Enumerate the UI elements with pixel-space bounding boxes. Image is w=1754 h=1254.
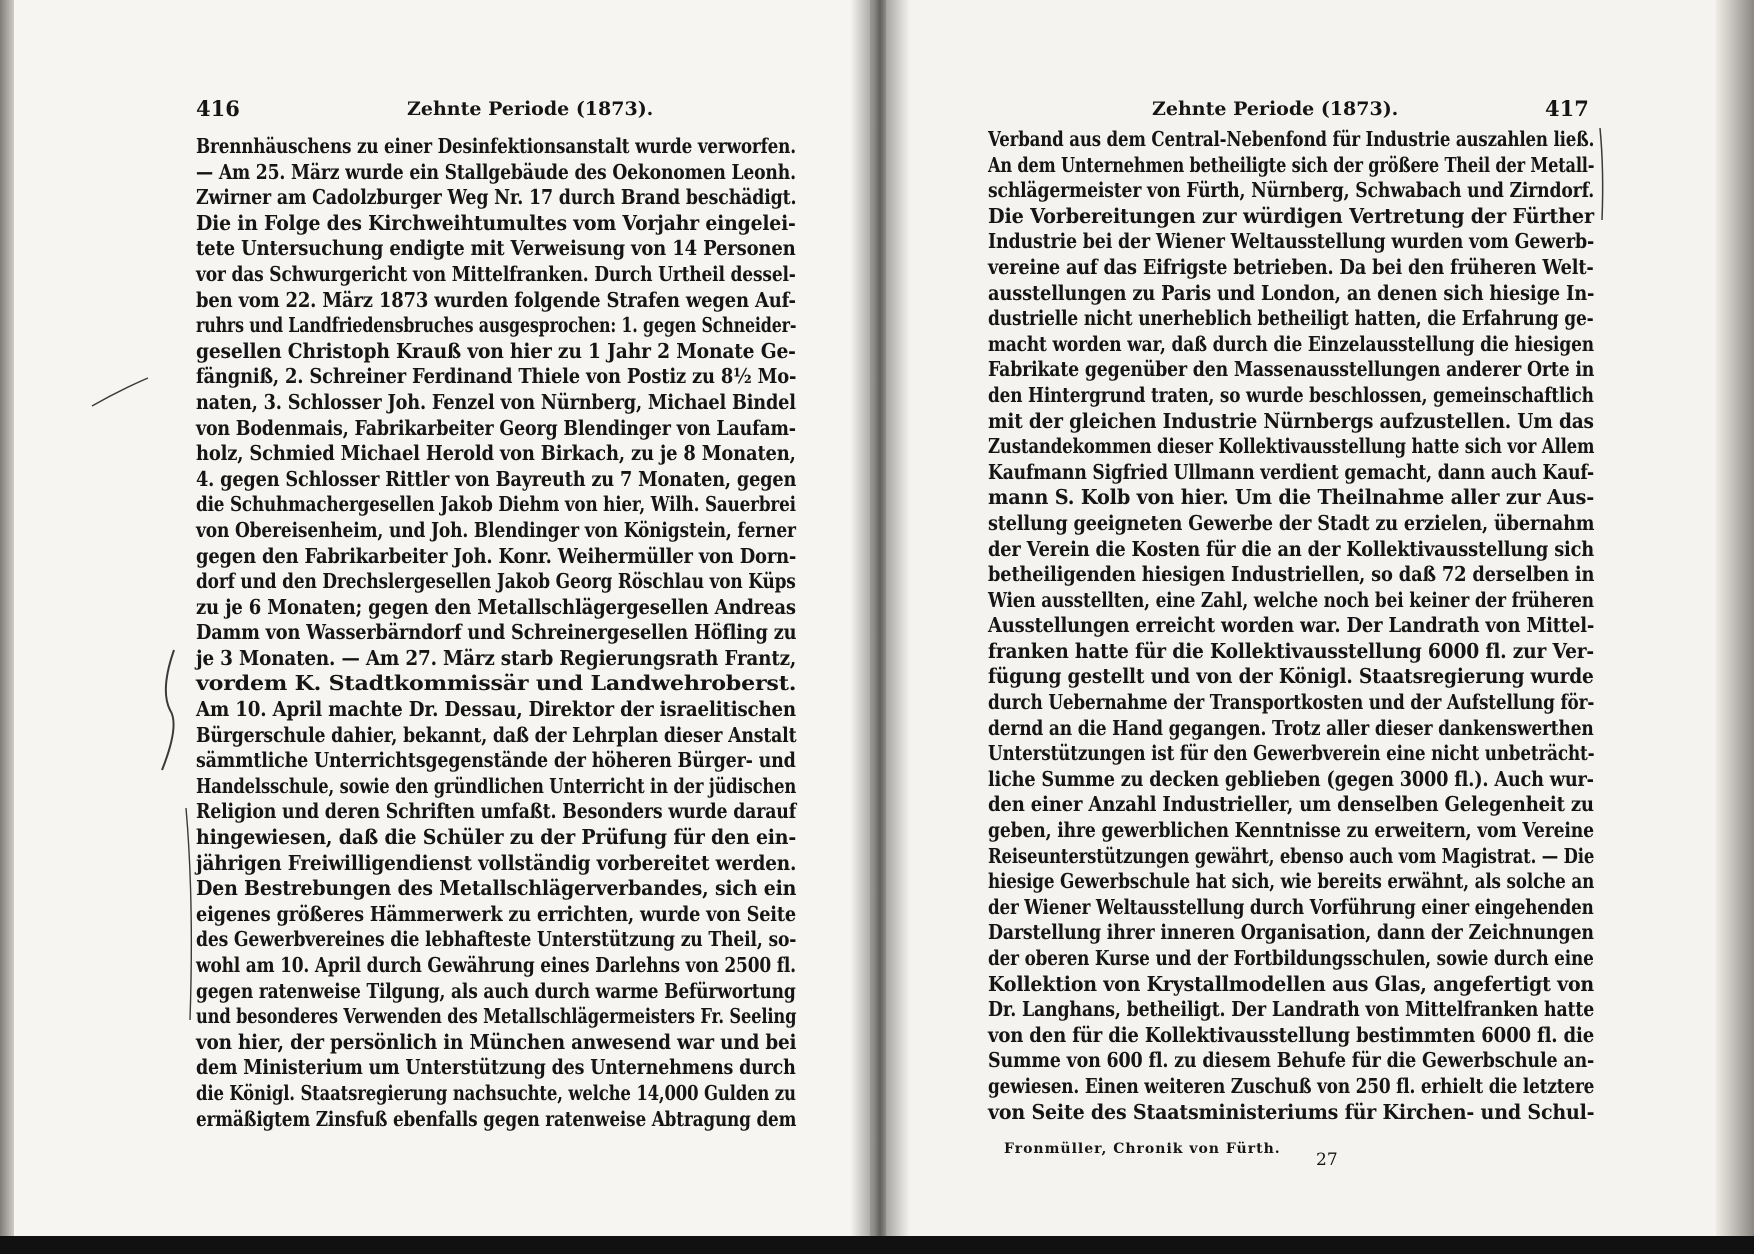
text-line: Bürgerschule dahier, bekannt, daß der Lehrplan dieser Anstalt: [196, 722, 797, 747]
text-line: der oberen Kurse und der Fortbildungsschulen, sowie durch eine: [988, 946, 1594, 970]
text-line: Zwirner am Cadolzburger Weg Nr. 17 durch Brand beschädigt.: [196, 185, 797, 210]
text-line: franken hatte für die Kollektivausstellung 6000 fl. zur Ver-: [988, 638, 1594, 663]
text-line: Kollektion von Krystallmodellen aus Glas, angefertigt von: [988, 971, 1595, 996]
left-page-body: [196, 134, 796, 1132]
text-line: gewiesen. Einen weiteren Zuschuß von 250 fl. erhielt die letztere: [988, 1073, 1595, 1098]
left-page-number: 416: [196, 96, 240, 121]
text-line: liche Summe zu decken geblieben (gegen 3000 fl.). Auch wur-: [988, 766, 1594, 791]
text-line: hiesige Gewerbschule hat sich, wie bereits erwähnt, als solche an: [988, 869, 1595, 894]
text-line: Kaufmann Sigfried Ullmann verdient gemacht, dann auch Kauf-: [988, 459, 1594, 484]
signature-mark: 27: [1316, 1150, 1338, 1170]
text-line: Am 10. April machte Dr. Dessau, Direktor der israelitischen: [196, 697, 797, 722]
text-line: der Verein die Kosten für die an der Kollektivausstellung sich: [988, 536, 1595, 561]
text-line: mann S. Kolb von hier. Um die Theilnahme aller zur Aus-: [988, 485, 1595, 510]
text-line: ruhrs und Landfriedensbruches ausgesprochen: 1. gegen Schneider-: [196, 313, 797, 338]
right-page-body: [988, 127, 1594, 1125]
text-line: Summe von 600 fl. zu diesem Behufe für die Gewerbschule an-: [988, 1048, 1595, 1073]
text-line: geben, ihre gewerblichen Kenntnisse zu erweitern, vom Vereine: [988, 818, 1594, 843]
text-line: gesellen Christoph Krauß von hier zu 1 Jahr 2 Monate Ge-: [196, 338, 796, 363]
pencil-annotation-left: [90, 360, 200, 1020]
text-line: die Schuhmachergesellen Jakob Diehm von hier, Wilh. Sauerbrei: [196, 492, 796, 517]
text-line: gegen ratenweise Tilgung, als auch durch warme Befürwortung: [196, 978, 796, 1003]
text-line: die Königl. Staatsregierung nachsuchte, welche 14,000 Gulden zu: [196, 1080, 796, 1105]
text-line: wohl am 10. April durch Gewährung eines Darlehns von 2500 fl.: [196, 953, 796, 977]
right-running-head: Zehnte Periode (1873).: [1152, 98, 1399, 120]
text-line: von Seite des Staatsministeriums für Kirchen- und Schul-: [988, 1099, 1595, 1124]
text-line: stellung geeigneten Gewerbe der Stadt zu erzielen, übernahm: [988, 510, 1595, 535]
left-page-edge: [0, 0, 14, 1254]
text-line: — Am 25. März wurde ein Stallgebäude des Oekonomen Leonh.: [196, 159, 796, 184]
text-line: naten, 3. Schlosser Joh. Fenzel von Nürnberg, Michael Bindel: [196, 389, 796, 414]
right-page: [886, 0, 1754, 1254]
text-line: von hier, der persönlich in München anwesend war und bei: [196, 1029, 797, 1054]
text-line: je 3 Monaten. — Am 27. März starb Regierungsrath Frantz,: [196, 645, 797, 670]
text-line: macht worden war, daß durch die Einzelausstellung die hiesigen: [988, 331, 1594, 356]
text-line: dem Ministerium um Unterstützung des Unternehmens durch: [196, 1055, 796, 1080]
text-line: dustrielle nicht unerheblich betheiligt hatten, die Erfahrung ge-: [988, 306, 1594, 331]
text-line: Zustandekommen dieser Kollektivausstellung hatte sich vor Allem: [988, 434, 1595, 459]
text-line: Den Bestrebungen des Metallschlägerverbandes, sich ein: [196, 876, 797, 901]
right-page-number: 417: [1545, 96, 1589, 121]
text-line: Fabrikate gegenüber den Massenausstellungen anderer Orte in: [988, 357, 1595, 382]
text-line: Religion und deren Schriften umfaßt. Besonders wurde darauf: [196, 799, 797, 824]
text-line: gegen den Fabrikarbeiter Joh. Konr. Weihermüller von Dorn-: [196, 543, 797, 568]
text-line: tete Untersuchung endigte mit Verweisung von 14 Personen: [196, 236, 796, 261]
text-line: Industrie bei der Wiener Weltausstellung wurden vom Gewerb-: [988, 229, 1595, 254]
text-line: Darstellung ihrer inneren Organisation, dann der Zeichnungen: [988, 920, 1594, 945]
text-line: holz, Schmied Michael Herold von Birkach, zu je 8 Monaten,: [196, 441, 796, 466]
text-line: den einer Anzahl Industrieller, um denselben Gelegenheit zu: [988, 792, 1594, 817]
text-line: den Hintergrund traten, so wurde beschlossen, gemeinschaftlich: [988, 382, 1594, 407]
text-line: ausstellungen zu Paris und London, an denen sich hiesige In-: [988, 280, 1595, 305]
text-line: des Gewerbvereines die lebhafteste Unterstützung zu Theil, so-: [196, 927, 797, 952]
text-line: 4. gegen Schlosser Rittler von Bayreuth zu 7 Monaten, gegen: [196, 466, 797, 491]
text-line: Wien ausstellten, eine Zahl, welche noch bei keiner der früheren: [988, 587, 1594, 612]
text-line: Brennhäuschens zu einer Desinfektionsanstalt wurde verworfen.: [196, 134, 796, 158]
text-line: zu je 6 Monaten; gegen den Metallschlägergesellen Andreas: [196, 594, 796, 619]
right-page-edge: [1716, 0, 1754, 1254]
text-line: vereine auf das Eifrigste betrieben. Da bei den früheren Welt-: [988, 254, 1594, 279]
text-line: An dem Unternehmen betheiligte sich der größere Theil der Metall-: [988, 152, 1595, 177]
text-line: Die Vorbereitungen zur würdigen Vertretung der Fürther: [988, 203, 1594, 228]
text-line: Damm von Wasserbärndorf und Schreinergesellen Höfling zu: [196, 620, 797, 645]
text-line: jährigen Freiwilligendienst vollständig vorbereitet werden.: [196, 850, 797, 875]
left-page: [0, 0, 870, 1254]
text-line: der Wiener Weltausstellung durch Vorführung einer eingehenden: [988, 894, 1594, 919]
text-line: sämmtliche Unterrichtsgegenstände der höheren Bürger- und: [196, 748, 796, 773]
text-line: dernd an die Hand gegangen. Trotz aller dieser dankenswerthen: [988, 715, 1594, 740]
text-line: Handelsschule, sowie den gründlichen Unterricht in der jüdischen: [196, 773, 797, 798]
text-line: von Obereisenheim, und Joh. Blendinger von Königstein, ferner: [196, 517, 796, 542]
text-line: schlägermeister von Fürth, Nürnberg, Schwabach und Zirndorf.: [988, 178, 1595, 203]
text-line: durch Uebernahme der Transportkosten und der Aufstellung för-: [988, 690, 1595, 715]
text-line: Verband aus dem Central-Nebenfond für Industrie auszahlen ließ.: [988, 127, 1595, 151]
text-line: vordem K. Stadtkommissär und Landwehroberst.: [196, 671, 797, 696]
text-line: eigenes größeres Hämmerwerk zu errichten, wurde von Seite: [196, 901, 796, 926]
text-line: Dr. Langhans, betheiligt. Der Landrath von Mittelfranken hatte: [988, 997, 1595, 1022]
text-line: vor das Schwurgericht von Mittelfranken. Durch Urtheil dessel-: [196, 261, 796, 286]
text-line: von den für die Kollektivausstellung bestimmten 6000 fl. die: [988, 1022, 1595, 1047]
text-line: Reiseunterstützungen gewährt, ebenso auch vom Magistrat. — Die: [988, 843, 1595, 868]
text-line: Unterstützungen ist für den Gewerbverein eine nicht unbeträcht-: [988, 741, 1595, 766]
text-line: fügung gestellt und von der Königl. Staatsregierung wurde: [988, 664, 1594, 689]
text-line: dorf und den Drechslergesellen Jakob Georg Röschlau von Küps: [196, 569, 796, 594]
text-line: mit der gleichen Industrie Nürnbergs aufzustellen. Um das: [988, 408, 1594, 433]
text-line: Ausstellungen erreicht worden war. Der Landrath von Mittel-: [988, 613, 1595, 638]
scan-bottom-edge: [0, 1236, 1754, 1254]
text-line: betheiligenden hiesigen Industriellen, so daß 72 derselben in: [988, 562, 1595, 587]
footer-imprint: Fronmüller, Chronik von Fürth.: [1004, 1141, 1281, 1157]
text-line: ermäßigtem Zinsfuß ebenfalls gegen ratenweise Abtragung dem: [196, 1106, 797, 1131]
text-line: ben vom 22. März 1873 wurden folgende Strafen wegen Auf-: [196, 287, 796, 312]
text-line: hingewiesen, daß die Schüler zu der Prüfung für den ein-: [196, 825, 797, 850]
text-line: Die in Folge des Kirchweihtumultes vom Vorjahr eingelei-: [196, 210, 796, 235]
text-line: und besonderes Verwenden des Metallschlägermeisters Fr. Seeling: [196, 1004, 797, 1029]
left-running-head: Zehnte Periode (1873).: [407, 98, 654, 120]
text-line: fängniß, 2. Schreiner Ferdinand Thiele von Postiz zu 8½ Mo-: [196, 364, 797, 389]
text-line: von Bodenmais, Fabrikarbeiter Georg Blendinger von Laufam-: [196, 415, 796, 440]
